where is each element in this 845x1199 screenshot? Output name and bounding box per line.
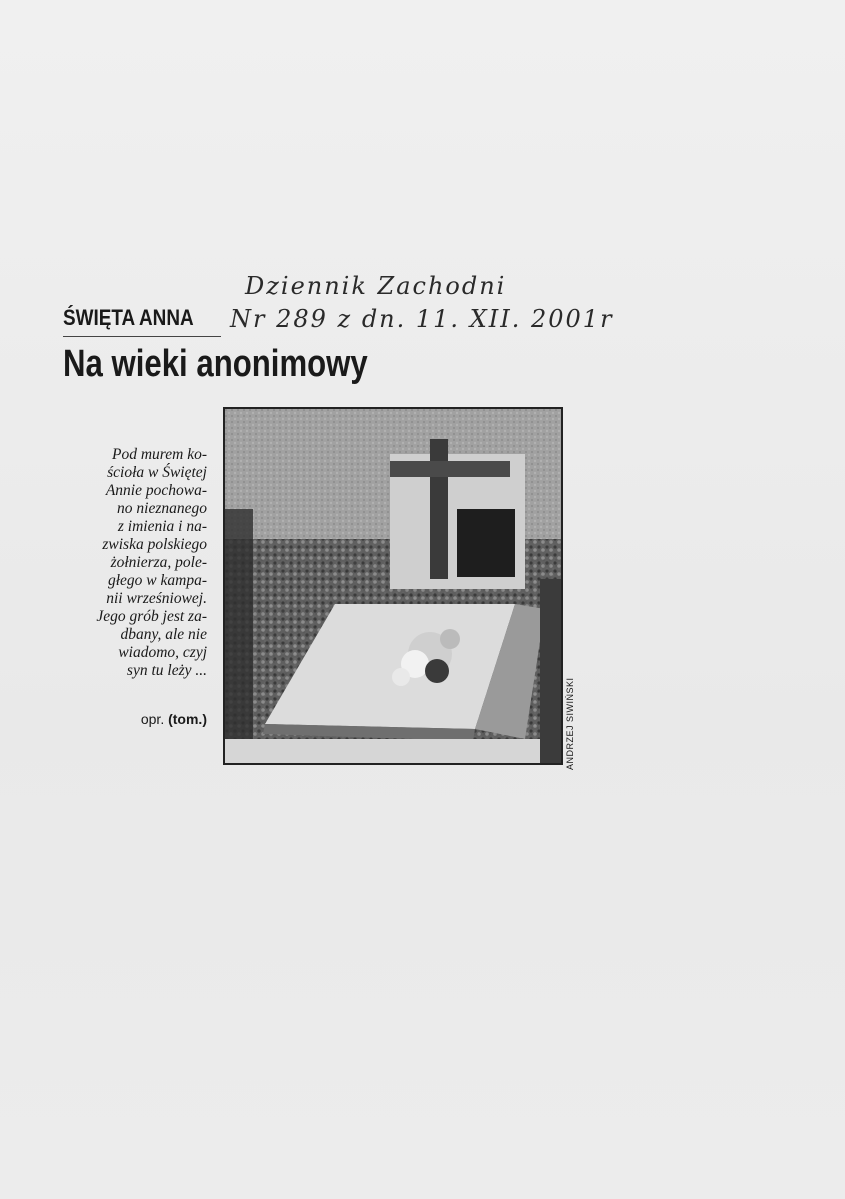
- photo-credit: ANDRZEJ SIWIŃSKI: [565, 677, 575, 770]
- grave-photo-illustration: [225, 409, 561, 763]
- lead-line: nii wrześniowej.: [106, 590, 207, 607]
- handwritten-source: Dziennik Zachodni: [245, 272, 507, 300]
- lead-line: ścioła w Świętej: [107, 464, 207, 481]
- article-headline: Na wieki anonimowy: [63, 343, 368, 385]
- article-byline: [52, 711, 207, 727]
- lead-line: syn tu leży ...: [126, 662, 207, 679]
- article-lead: [52, 446, 207, 680]
- handwritten-issue-date: Nr 289 z dn. 11. XII. 2001r: [230, 305, 614, 333]
- grave-photo: [223, 407, 563, 765]
- lead-line: Jego grób jest za-: [96, 608, 207, 625]
- lead-line: no nieznanego: [117, 500, 207, 517]
- byline-prefix: opr.: [140, 711, 165, 727]
- lead-line: zwiska polskiego: [102, 536, 207, 553]
- lead-line: żołnierza, pole-: [110, 554, 207, 571]
- byline-author: (tom.): [168, 711, 207, 727]
- lead-line: Pod murem ko-: [112, 446, 207, 463]
- lead-line: dbany, ale nie: [120, 626, 207, 643]
- lead-line: Annie pochowa-: [105, 482, 207, 499]
- lead-line: wiadomo, czyj: [118, 644, 207, 661]
- kicker-rule: [63, 336, 221, 337]
- lead-line: głego w kampa-: [107, 572, 207, 589]
- article-kicker: ŚWIĘTA ANNA: [63, 305, 194, 330]
- lead-line: z imienia i na-: [117, 518, 207, 535]
